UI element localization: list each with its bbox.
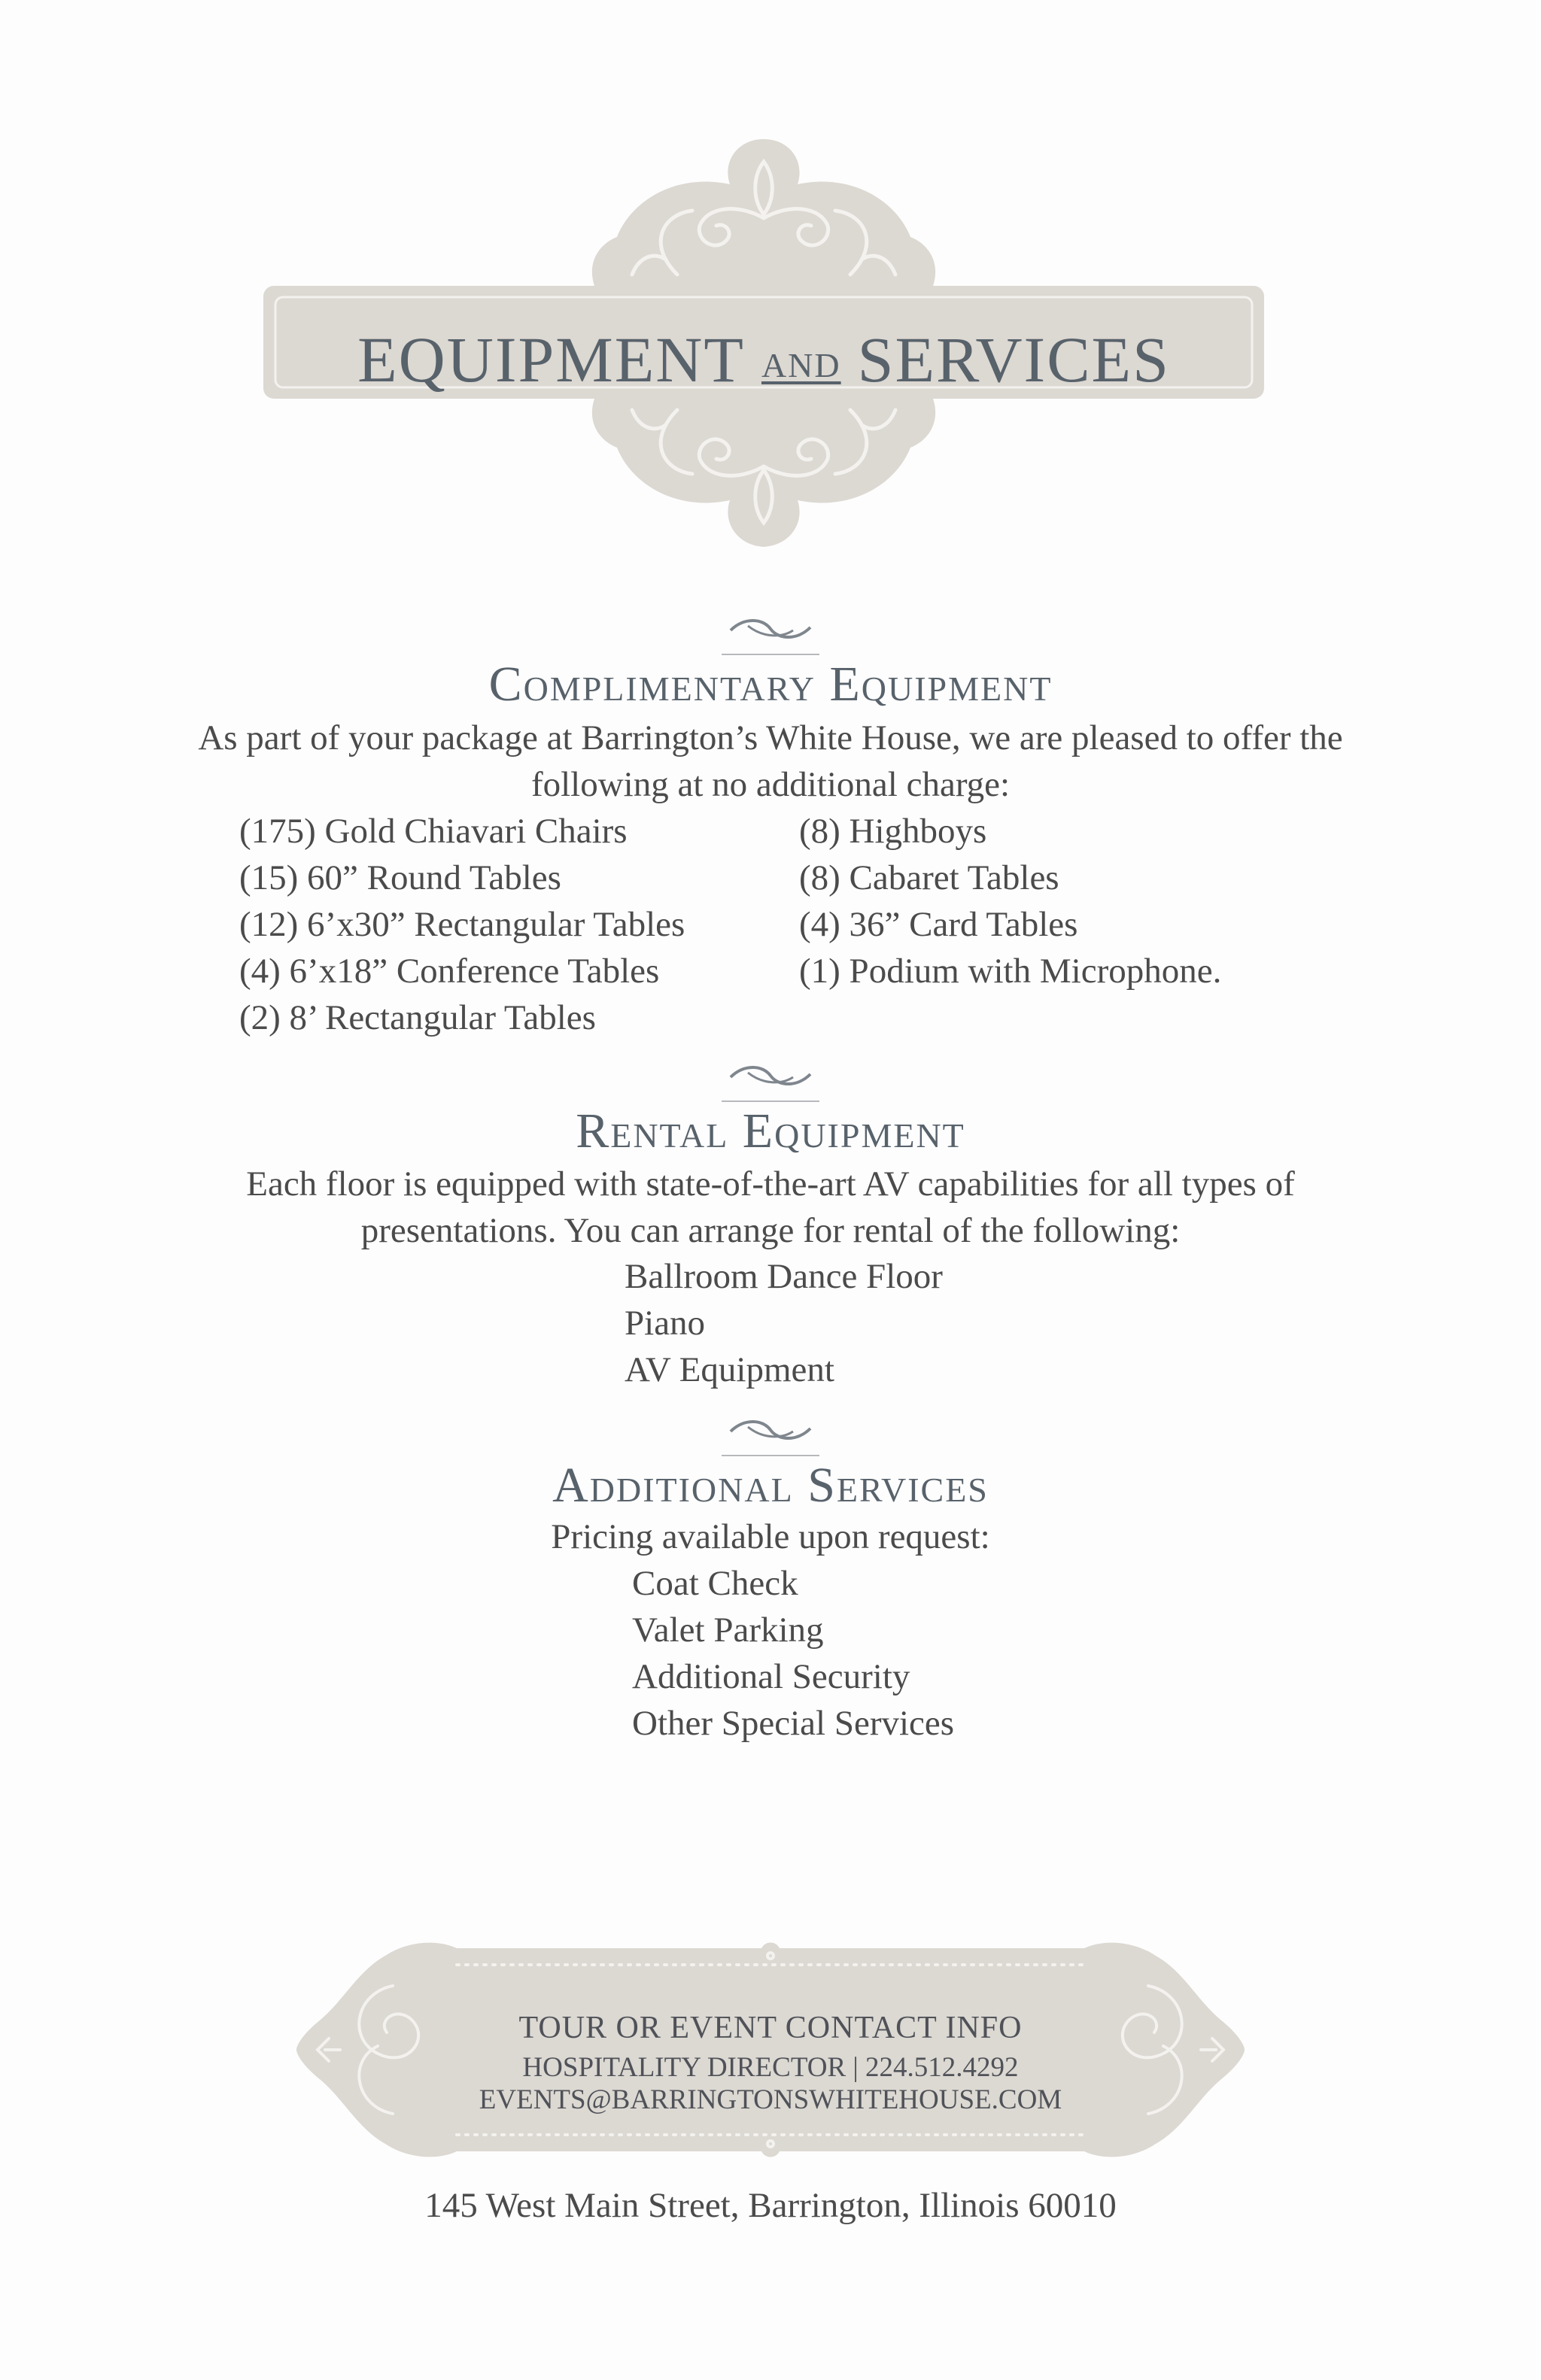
flourish-ornament-3 xyxy=(722,1409,819,1462)
contact-plaque-ornament xyxy=(295,1933,1246,2166)
rental-intro-line2: presentations. You can arrange for rental of the following: xyxy=(360,1211,1181,1250)
list-item: (2) 8’ Rectangular Tables xyxy=(239,998,596,1037)
page-title xyxy=(256,318,1272,407)
flourish-ornament-1 xyxy=(722,608,819,660)
title-right: SERVICES xyxy=(857,323,1170,396)
list-item: Other Special Services xyxy=(632,1704,955,1743)
complimentary-title: Complimentary Equipment xyxy=(488,657,1053,712)
list-item: (8) Cabaret Tables xyxy=(799,858,1059,897)
contact-line1: HOSPITALITY DIRECTOR | 224.512.4292 xyxy=(522,2052,1019,2083)
list-item: (8) Highboys xyxy=(799,812,987,851)
contact-heading: TOUR OR EVENT CONTACT INFO xyxy=(518,2011,1023,2045)
flourish-ornament-2 xyxy=(722,1055,819,1107)
list-item: Ballroom Dance Floor xyxy=(625,1257,943,1296)
list-item: Coat Check xyxy=(632,1564,798,1603)
additional-list xyxy=(632,1560,954,1747)
contact-plaque xyxy=(295,1933,1246,2166)
rental-intro-line1: Each floor is equipped with state-of-the-art AV capabilities for all types of xyxy=(246,1164,1295,1204)
list-item: AV Equipment xyxy=(625,1350,834,1389)
list-item: (1) Podium with Microphone. xyxy=(799,952,1222,991)
title-and: AND xyxy=(761,346,841,384)
complimentary-intro xyxy=(0,715,1541,808)
title-banner xyxy=(256,132,1272,560)
complimentary-list-left xyxy=(239,808,685,1041)
list-item: (4) 6’x18” Conference Tables xyxy=(239,952,660,991)
list-item: (15) 60” Round Tables xyxy=(239,858,561,897)
rental-list xyxy=(625,1253,943,1393)
list-item: (12) 6’x30” Rectangular Tables xyxy=(239,905,685,944)
additional-title: Additional Services xyxy=(552,1458,989,1513)
complimentary-intro-line1: As part of your package at Barrington’s White House, we are pleased to offer the xyxy=(198,718,1343,757)
list-item: (175) Gold Chiavari Chairs xyxy=(239,812,628,851)
list-item: Valet Parking xyxy=(632,1610,824,1650)
rental-title: Rental Equipment xyxy=(576,1103,965,1158)
rental-intro xyxy=(0,1161,1541,1254)
title-left: EQUIPMENT xyxy=(357,323,745,396)
list-item: (4) 36” Card Tables xyxy=(799,905,1078,944)
footer-address: 145 West Main Street, Barrington, Illinois 60010 xyxy=(424,2186,1117,2225)
complimentary-intro-line2: following at no additional charge: xyxy=(530,765,1011,804)
additional-intro: Pricing available upon request: xyxy=(551,1517,990,1556)
list-item: Piano xyxy=(625,1304,706,1343)
complimentary-list-right xyxy=(799,808,1221,994)
list-item: Additional Security xyxy=(632,1657,910,1696)
contact-line2[interactable]: EVENTS@BARRINGTONSWHITEHOUSE.COM xyxy=(479,2084,1062,2115)
